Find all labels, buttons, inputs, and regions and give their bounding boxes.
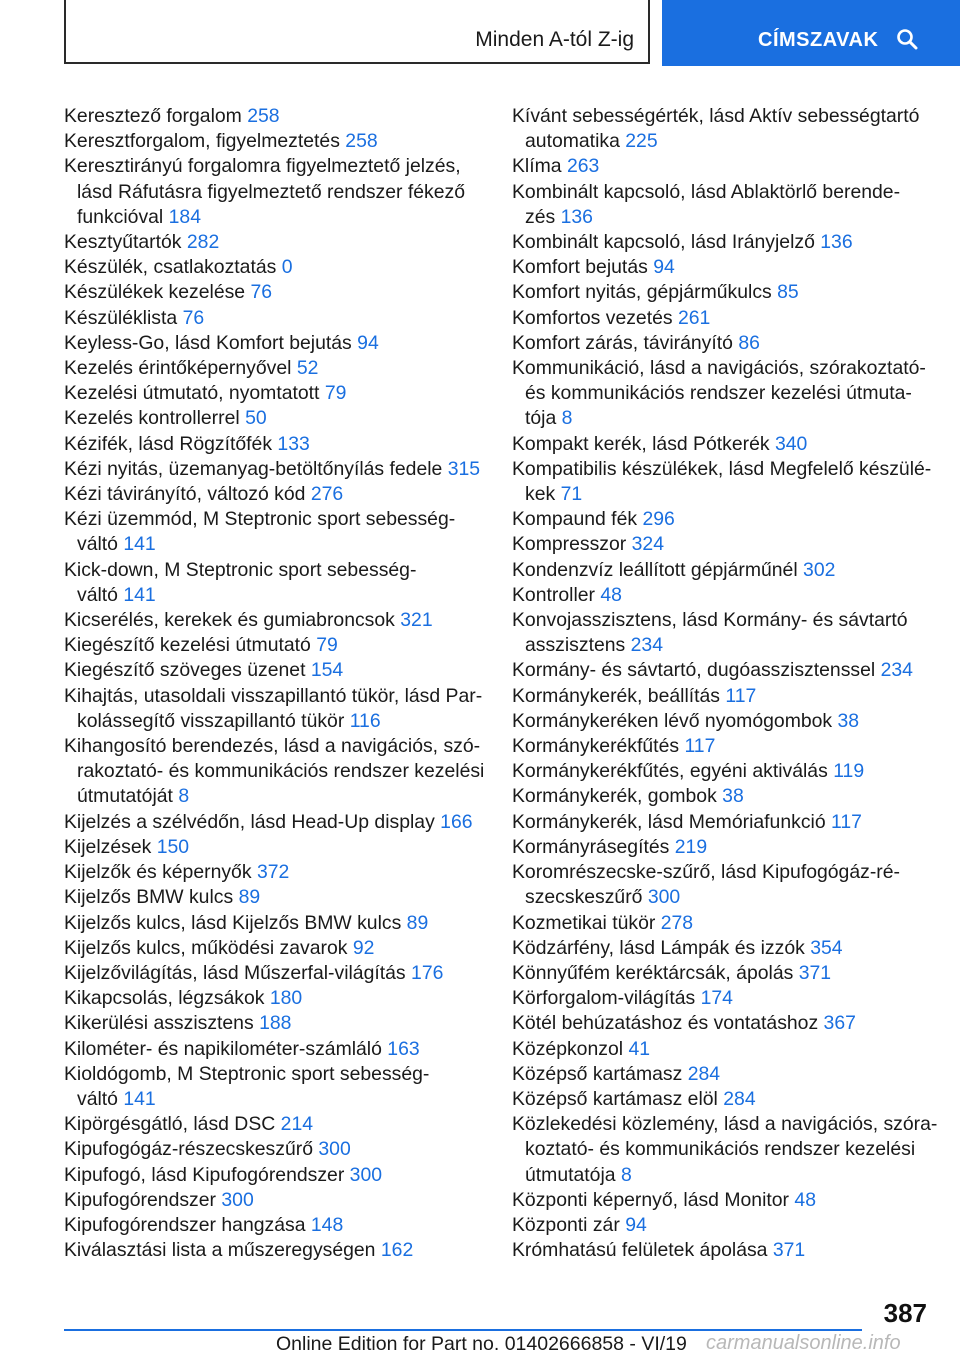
index-entry — [64, 432, 482, 457]
entry-text: Kívánt sebességérték, lásd Aktív sebességtartó — [512, 105, 920, 127]
page-reference-link[interactable]: 133 — [277, 432, 310, 455]
entry-text: Kompresszor — [512, 533, 627, 556]
watermark: carmanualsonline.info — [706, 1332, 901, 1354]
entry-text: Könnyűfém keréktárcsák, ápolás — [512, 961, 794, 984]
entry-text: Kézi üzemmód, M Steptronic sport sebesség- — [64, 508, 456, 531]
index-entry — [512, 1238, 932, 1263]
index-entry — [512, 608, 932, 658]
entry-text: Kipufogórendszer — [64, 1188, 216, 1211]
index-entry — [512, 154, 932, 179]
entry-text: Kiegészítő kezelési útmutató — [64, 634, 311, 657]
page-reference-link[interactable]: 0 — [281, 256, 293, 279]
entry-text: Kézifék, lásd Rögzítőfék — [64, 432, 273, 455]
page-reference-link[interactable]: 94 — [625, 1213, 647, 1236]
edition-footer: Online Edition for Part no. 01402666858 - VI/19 — [276, 1333, 687, 1355]
entry-text: tója — [525, 407, 557, 430]
page-reference-link[interactable]: 371 — [798, 961, 832, 984]
page-reference-link[interactable]: 117 — [684, 735, 716, 758]
page-reference-link[interactable]: 184 — [168, 205, 201, 228]
entry-text: Kompaund fék — [512, 508, 638, 531]
index-entry — [512, 1112, 938, 1188]
entry-text: Kipufogógáz-részecskeszűrő — [64, 1138, 313, 1161]
entry-text: kolássegítő visszapillantó tükör — [77, 709, 345, 732]
page-reference-link[interactable]: 300 — [318, 1138, 351, 1161]
entry-text: Krómhatású felületek ápolása — [512, 1239, 768, 1262]
index-entry — [64, 129, 482, 154]
page-reference-link[interactable]: 117 — [725, 684, 757, 707]
index-entry — [64, 1037, 482, 1062]
index-entry — [512, 280, 932, 305]
page-reference-link[interactable]: 50 — [245, 407, 267, 430]
index-entry — [64, 306, 482, 331]
page-reference-link[interactable]: 76 — [182, 306, 205, 329]
page-reference-link[interactable]: 162 — [380, 1239, 414, 1262]
page-reference-link[interactable]: 367 — [823, 1012, 856, 1035]
index-entry — [64, 684, 482, 734]
index-entry — [512, 810, 932, 835]
index-entry — [512, 104, 932, 154]
entry-text: Komfort nyitás, gépjárműkulcs — [512, 281, 772, 304]
page-reference-link[interactable]: 176 — [411, 961, 444, 984]
index-entry — [64, 885, 482, 910]
entry-text: útmutatóját — [77, 785, 173, 808]
entry-text: Kombinált kapcsoló, lásd Ablaktörlő berende- — [512, 180, 901, 203]
page-reference-link[interactable]: 324 — [631, 533, 664, 556]
entry-text: Kormányrásegítés — [512, 835, 670, 858]
index-entry — [64, 104, 482, 129]
entry-text: Készüléklista — [64, 306, 178, 329]
entry-text: Kormány- és sávtartó, dugóasszisztenssel — [512, 659, 876, 682]
page-reference-link[interactable]: 117 — [831, 810, 862, 833]
page-reference-link[interactable]: 8 — [561, 407, 573, 430]
entry-text: Körforgalom-világítás — [512, 987, 696, 1010]
entry-text: Kiegészítő szöveges üzenet — [64, 659, 306, 682]
entry-text: Kijelzések — [64, 835, 152, 858]
entry-text: funkcióval — [77, 205, 164, 228]
index-entry — [512, 306, 932, 331]
search-icon[interactable] — [896, 28, 918, 50]
entry-text: Középső kartámasz — [512, 1062, 683, 1085]
page-reference-link[interactable]: 94 — [357, 331, 379, 354]
page-reference-link[interactable]: 8 — [178, 785, 190, 808]
entry-text: Koromrészecske-szűrő, lásd Kipufogógáz-ré- — [512, 861, 900, 884]
page-reference-link[interactable]: 278 — [660, 911, 694, 934]
index-entry — [64, 280, 482, 305]
index-entry — [64, 734, 485, 810]
index-entry — [64, 255, 482, 280]
index-entry — [512, 860, 932, 910]
page-number: 387 — [883, 1298, 927, 1328]
index-entry — [64, 835, 482, 860]
page-reference-link[interactable]: 258 — [345, 130, 378, 153]
entry-text: Komfortos vezetés — [512, 306, 673, 329]
entry-text: Kormánykerék, beállítás — [512, 684, 721, 707]
entry-text: Kézi nyitás, üzemanyag-betöltőnyílás fedele — [64, 457, 443, 480]
entry-text: váltó — [77, 1087, 118, 1110]
page-reference-link[interactable]: 154 — [310, 659, 344, 682]
index-entry — [64, 911, 482, 936]
entry-text: Kipufogórendszer hangzása — [64, 1213, 306, 1236]
page-reference-link[interactable]: 284 — [723, 1087, 756, 1110]
entry-text: Középkonzol — [512, 1037, 624, 1060]
page-reference-link[interactable]: 214 — [280, 1113, 314, 1136]
page-reference-link[interactable]: 300 — [349, 1163, 383, 1186]
index-entry — [512, 709, 932, 734]
index-entry — [64, 154, 482, 230]
index-entry — [64, 1213, 482, 1238]
entry-text: Kihajtás, utasoldali visszapillantó tükör, lásd Par- — [64, 684, 483, 707]
index-entry — [512, 1188, 932, 1213]
index-entry — [512, 1062, 932, 1087]
page-reference-link[interactable]: 141 — [123, 533, 156, 556]
page-reference-link[interactable]: 296 — [642, 508, 675, 531]
page-reference-link[interactable]: 261 — [677, 306, 711, 329]
page-reference-link[interactable]: 234 — [880, 659, 913, 682]
index-entry — [512, 255, 932, 280]
page-reference-link[interactable]: 136 — [820, 231, 853, 254]
page-reference-link[interactable]: 372 — [256, 861, 290, 884]
entry-text: Kezelési útmutató, nyomtatott — [64, 382, 320, 405]
entry-text: Kijelzős kulcs, lásd Kijelzős BMW kulcs — [64, 911, 402, 934]
entry-text: automatika — [525, 130, 620, 153]
entry-text: Központi zár — [512, 1213, 620, 1236]
entry-text: Központi képernyő, lásd Monitor — [512, 1188, 790, 1211]
index-entry — [512, 911, 932, 936]
page-reference-link[interactable]: 174 — [700, 987, 733, 1010]
index-entry — [512, 1037, 932, 1062]
entry-text: Kicserélés, kerekek és gumiabroncsok — [64, 609, 395, 632]
index-entry — [64, 507, 482, 557]
page-reference-link[interactable]: 86 — [738, 331, 760, 354]
index-entry — [64, 608, 482, 633]
tab-keywords[interactable] — [662, 0, 960, 66]
index-column-left — [64, 104, 485, 1263]
page-reference-link[interactable]: 85 — [777, 281, 799, 304]
page-reference-link[interactable]: 136 — [560, 205, 593, 228]
index-entry — [512, 658, 932, 683]
index-entry — [512, 583, 932, 608]
index-entry — [64, 406, 482, 431]
entry-text: Kioldógomb, M Steptronic sport sebesség- — [64, 1062, 430, 1085]
index-entry — [512, 432, 932, 457]
page-reference-link[interactable]: 141 — [123, 583, 156, 606]
page-reference-link[interactable]: 94 — [653, 256, 675, 279]
entry-text: Közlekedési közlemény, lásd a navigációs, szóra- — [512, 1113, 938, 1136]
index-entry — [64, 558, 482, 608]
page-reference-link[interactable]: 163 — [387, 1037, 420, 1060]
entry-text: Kezelés kontrollerrel — [64, 407, 240, 430]
page-reference-link[interactable]: 38 — [837, 709, 860, 732]
page-reference-link[interactable]: 219 — [674, 835, 708, 858]
index-entry — [64, 1137, 482, 1162]
entry-text: Kick-down, M Steptronic sport sebesség- — [64, 558, 417, 581]
page-reference-link[interactable]: 148 — [310, 1213, 344, 1236]
entry-text: zés — [525, 205, 556, 228]
page-reference-link[interactable]: 48 — [794, 1188, 816, 1211]
index-entry — [512, 835, 932, 860]
page-reference-link[interactable]: 48 — [600, 583, 622, 606]
page-reference-link[interactable]: 150 — [156, 835, 190, 858]
entry-text: Keresztirányú forgalomra figyelmeztető jelzés, — [64, 155, 461, 178]
page-reference-link[interactable]: 276 — [310, 483, 344, 506]
entry-text: Kontroller — [512, 583, 595, 606]
index-entry — [512, 1011, 932, 1036]
entry-text: Kesztyűtartók — [64, 231, 182, 254]
index-entry — [64, 1011, 482, 1036]
index-entry — [512, 986, 932, 1011]
entry-text: szecskeszűrő — [525, 886, 643, 909]
entry-text: Kombinált kapcsoló, lásd Irányjelző — [512, 231, 815, 254]
page-reference-link[interactable]: 38 — [722, 785, 744, 808]
page-reference-link[interactable]: 340 — [774, 432, 808, 455]
page-reference-link[interactable]: 89 — [406, 911, 429, 934]
entry-text: Kijelzés a szélvédőn, lásd Head-Up display — [64, 810, 435, 833]
index-entry — [512, 684, 932, 709]
index-entry — [64, 331, 482, 356]
entry-text: Klíma — [512, 155, 562, 178]
page-reference-link[interactable]: 258 — [247, 105, 280, 127]
page-reference-link[interactable]: 300 — [647, 886, 681, 909]
tab-a-to-z[interactable] — [64, 0, 650, 64]
index-entry — [64, 457, 482, 482]
page-reference-link[interactable]: 188 — [259, 1012, 292, 1035]
entry-text: Kormánykeréken lévő nyomógombok — [512, 709, 833, 732]
page-reference-link[interactable]: 89 — [238, 886, 261, 909]
index-entry — [64, 810, 482, 835]
index-column-right — [512, 104, 938, 1263]
tab-keywords-label: CÍMSZAVAK — [758, 29, 879, 51]
page-reference-link[interactable]: 41 — [628, 1037, 651, 1060]
index-entry — [512, 734, 932, 759]
entry-text: Kijelzős BMW kulcs — [64, 886, 234, 909]
index-entry — [512, 784, 932, 809]
page-reference-link[interactable]: 354 — [810, 936, 843, 959]
entry-text: Keyless-Go, lásd Komfort bejutás — [64, 331, 352, 354]
entry-text: és kommunikációs rendszer kezelési útmuta- — [525, 382, 912, 405]
index-entry — [64, 381, 482, 406]
entry-text: Középső kartámasz elöl — [512, 1087, 718, 1110]
page-reference-link[interactable]: 282 — [186, 231, 220, 254]
page-reference-link[interactable]: 284 — [687, 1062, 721, 1085]
entry-text: Kezelés érintőképernyővel — [64, 357, 292, 380]
entry-text: Kozmetikai tükör — [512, 911, 656, 934]
entry-text: Kikerülési asszisztens — [64, 1012, 254, 1035]
page-reference-link[interactable]: 315 — [447, 457, 481, 480]
page-reference-link[interactable]: 116 — [349, 709, 381, 732]
entry-text: Kormánykerék, gombok — [512, 785, 717, 808]
index-entry — [64, 1112, 482, 1137]
page-reference-link[interactable]: 76 — [250, 281, 273, 304]
entry-text: Keresztforgalom, figyelmeztetés — [64, 130, 340, 153]
entry-text: Kondenzvíz leállított gépjárműnél — [512, 558, 798, 581]
entry-text: Kormánykerékfűtés — [512, 735, 680, 758]
entry-text: Kormánykerékfűtés, egyéni aktiválás — [512, 760, 828, 783]
page-reference-link[interactable]: 79 — [324, 382, 347, 405]
index-entry — [64, 356, 482, 381]
index-entry — [512, 457, 932, 507]
entry-text: Ködzárfény, lásd Lámpák és izzók — [512, 936, 805, 959]
entry-text: Kijelzők és képernyők — [64, 861, 252, 884]
index-entry — [512, 759, 932, 784]
entry-text: Készülék, csatlakoztatás — [64, 256, 282, 279]
index-entry — [512, 230, 932, 255]
page-reference-link[interactable]: 263 — [566, 155, 600, 178]
entry-text: Kilométer- és napikilométer-számláló — [64, 1037, 382, 1060]
footer-rule — [64, 1329, 862, 1331]
index-entry — [512, 331, 932, 356]
index-entry — [64, 936, 482, 961]
index-entry — [512, 961, 932, 986]
entry-text: Kipörgésgátló, lásd DSC — [64, 1113, 276, 1136]
index-entry — [512, 558, 932, 583]
entry-text: Kikapcsolás, légzsákok — [64, 987, 265, 1010]
entry-text: asszisztens — [525, 634, 626, 657]
index-entry — [64, 658, 482, 683]
entry-text: Kijelzős kulcs, működési zavarok — [64, 936, 348, 959]
page-reference-link[interactable]: 8 — [620, 1163, 632, 1186]
page-reference-link[interactable]: 225 — [625, 130, 658, 153]
entry-text: rakoztató- és kommunikációs rendszer kezelési — [77, 760, 485, 783]
index-entry — [512, 936, 932, 961]
entry-text: váltó — [77, 533, 118, 556]
page-reference-link[interactable]: 71 — [560, 483, 583, 506]
entry-text: Kijelzővilágítás, lásd Műszerfal-világítás — [64, 961, 406, 984]
entry-text: Kompatibilis készülékek, lásd Megfelelő készülé- — [512, 457, 932, 480]
index-entry — [64, 860, 482, 885]
entry-text: kek — [525, 483, 556, 506]
entry-text: váltó — [77, 583, 118, 606]
entry-text: Komfort zárás, távirányító — [512, 331, 733, 354]
index-entry — [64, 1062, 482, 1112]
entry-text: Kézi távirányító, változó kód — [64, 483, 306, 506]
page-reference-link[interactable]: 79 — [316, 634, 338, 657]
entry-text: útmutatója — [525, 1163, 616, 1186]
index-entry — [512, 507, 932, 532]
page-reference-link[interactable]: 52 — [296, 357, 319, 380]
entry-text: lásd Ráfutásra figyelmeztető rendszer fékező — [77, 180, 466, 203]
entry-text: Készülékek kezelése — [64, 281, 246, 304]
index-entry — [512, 356, 932, 432]
entry-text: Keresztező forgalom — [64, 105, 242, 127]
index-entry — [64, 1188, 482, 1213]
entry-text: Kipufogó, lásd Kipufogórendszer — [64, 1163, 345, 1186]
entry-text: Kormánykerék, lásd Memóriafunkció — [512, 810, 826, 833]
entry-text: Komfort bejutás — [512, 256, 648, 279]
index-entry — [64, 633, 482, 658]
entry-text: Kiválasztási lista a műszeregységen — [64, 1239, 376, 1262]
index-entry — [512, 1087, 932, 1112]
page-reference-link[interactable]: 141 — [123, 1087, 156, 1110]
page-reference-link[interactable]: 371 — [772, 1239, 806, 1262]
page-reference-link[interactable]: 92 — [352, 936, 375, 959]
page-reference-link[interactable]: 234 — [630, 634, 663, 657]
page-reference-link[interactable]: 166 — [440, 810, 473, 833]
index-entry — [64, 986, 482, 1011]
index-entry — [64, 961, 482, 986]
page-reference-link[interactable]: 302 — [803, 558, 836, 581]
page-reference-link[interactable]: 321 — [400, 609, 433, 632]
index-entry — [64, 230, 482, 255]
entry-text: Konvojasszisztens, lásd Kormány- és sávtartó — [512, 609, 908, 632]
index-entry — [512, 1213, 932, 1238]
tab-a-to-z-label: Minden A-tól Z-ig — [475, 28, 634, 51]
page-reference-link[interactable]: 300 — [221, 1188, 254, 1211]
entry-text: Kompakt kerék, lásd Pótkerék — [512, 432, 770, 455]
entry-text: Kommunikáció, lásd a navigációs, szórakoztató- — [512, 357, 926, 380]
index-entry — [64, 1238, 482, 1263]
index-entry — [64, 1163, 482, 1188]
index-entry — [512, 180, 932, 230]
index-entry — [512, 532, 932, 557]
entry-text: Kihangosító berendezés, lásd a navigációs, szó- — [64, 735, 481, 758]
entry-text: koztató- és kommunikációs rendszer kezelési — [525, 1138, 916, 1161]
page-reference-link[interactable]: 119 — [833, 760, 865, 783]
page-reference-link[interactable]: 180 — [269, 987, 303, 1010]
entry-text: Kötél behúzatáshoz és vontatáshoz — [512, 1012, 819, 1035]
index-entry — [64, 482, 482, 507]
